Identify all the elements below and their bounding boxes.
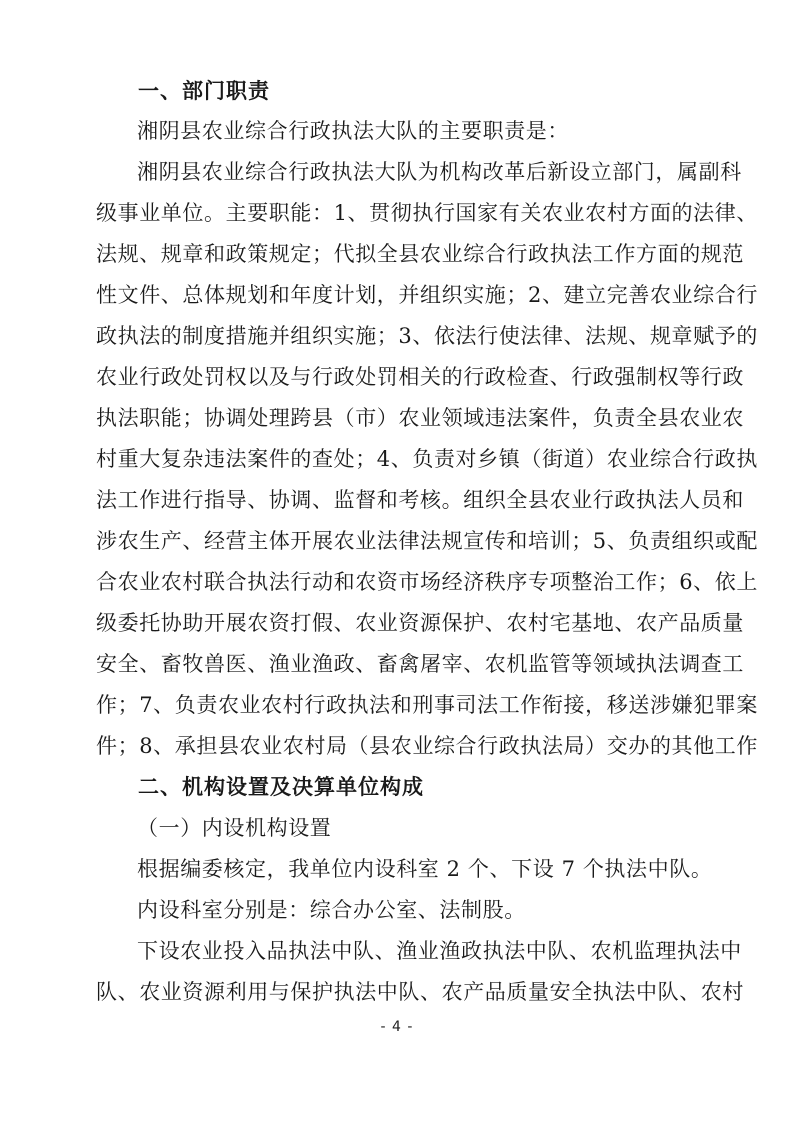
paragraph-line: 性文件、总体规划和年度计划，并组织实施；2、建立完善农业综合行	[96, 283, 758, 307]
paragraph-line: 级委托协助开展农资打假、农业资源保护、农村宅基地、农产品质量	[96, 611, 744, 635]
subsection-heading: （一）内设机构设置	[137, 816, 332, 840]
section-heading-duties: 一、部门职责	[138, 79, 270, 103]
paragraph-line: 政执法的制度措施并组织实施；3、依法行使法律、法规、规章赋予的	[96, 324, 758, 348]
paragraph-line: 执法职能；协调处理跨县（市）农业领域违法案件，负责全县农业农	[96, 406, 744, 430]
paragraph-line: 涉农生产、经营主体开展农业法律法规宣传和培训；5、负责组织或配	[96, 529, 758, 553]
paragraph-line: 村重大复杂违法案件的查处；4、负责对乡镇（街道）农业综合行政执	[96, 447, 758, 471]
paragraph-line: 件；8、承担县农业农村局（县农业综合行政执法局）交办的其他工作	[96, 734, 758, 758]
squads-line: 队、农业资源利用与保护执法中队、农产品质量安全执法中队、农村	[96, 980, 744, 1004]
squads-line: 下设农业投入品执法中队、渔业渔政执法中队、农机监理执法中	[137, 939, 742, 963]
duties-intro: 湘阴县农业综合行政执法大队的主要职责是：	[137, 119, 569, 143]
paragraph-line: 法工作进行指导、协调、监督和考核。组织全县农业行政执法人员和	[96, 488, 744, 512]
paragraph-line: 合农业农村联合执法行动和农资市场经济秩序专项整治工作；6、依上	[96, 570, 758, 594]
paragraph-line: 湘阴县农业综合行政执法大队为机构改革后新设立部门，属副科	[137, 160, 742, 184]
section-heading-structure: 二、机构设置及决算单位构成	[138, 775, 424, 799]
paragraph-line: 安全、畜牧兽医、渔业渔政、畜禽屠宰、农机监管等领域执法调查工	[96, 652, 744, 676]
paragraph-line: 法规、规章和政策规定；代拟全县农业综合行政执法工作方面的规范	[96, 242, 744, 266]
page-number: - 4 -	[380, 1019, 414, 1035]
staffing-line: 根据编委核定，我单位内设科室 2 个、下设 7 个执法中队。	[137, 857, 713, 881]
offices-line: 内设科室分别是：综合办公室、法制股。	[137, 898, 526, 922]
paragraph-line: 级事业单位。主要职能：1、贯彻执行国家有关农业农村方面的法律、	[96, 201, 758, 225]
paragraph-line: 作；7、负责农业农村行政执法和刑事司法工作衔接，移送涉嫌犯罪案	[96, 693, 758, 717]
paragraph-line: 农业行政处罚权以及与行政处罚相关的行政检查、行政强制权等行政	[96, 365, 744, 389]
